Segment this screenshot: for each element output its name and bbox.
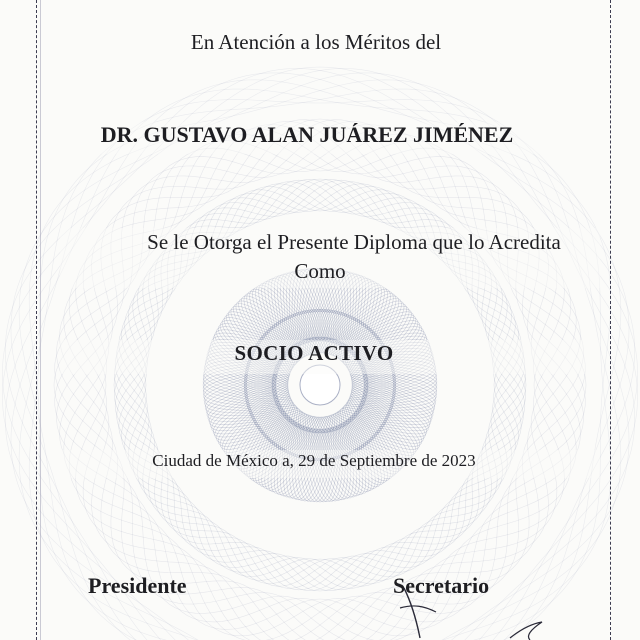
secretary-signature — [380, 560, 560, 640]
grant-line: Se le Otorga el Presente Diploma que lo Acredita — [147, 230, 561, 254]
recipient-name: DR. GUSTAVO ALAN JUÁREZ JIMÉNEZ — [100, 122, 514, 147]
membership-title: SOCIO ACTIVO — [234, 341, 394, 365]
merits-line: En Atención a los Méritos del — [190, 30, 442, 54]
left-border-line — [36, 0, 37, 640]
secretary-label: Secretario — [393, 573, 490, 598]
place-date: Ciudad de México a, 29 de Septiembre de 2023 — [152, 451, 476, 470]
como-line: Como — [294, 259, 346, 283]
left-inner-border — [40, 0, 41, 640]
right-border-line — [610, 0, 611, 640]
president-label: Presidente — [88, 573, 187, 598]
